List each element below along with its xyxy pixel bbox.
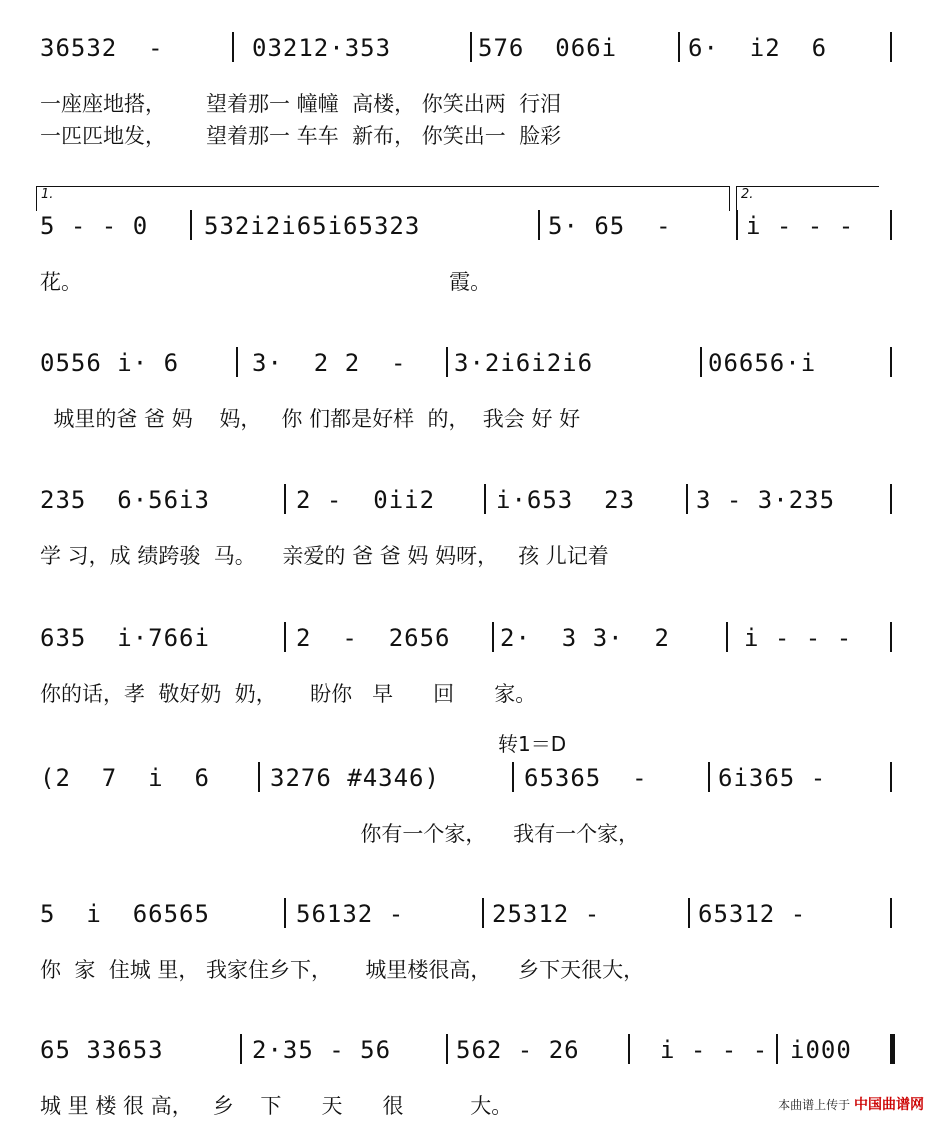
footer-prefix: 本曲谱上传于 [778,1098,851,1112]
barline [236,347,238,377]
notation-line [0,482,934,522]
notation-measure: 65312 - [698,900,807,928]
barline [890,347,892,377]
barline [284,622,286,652]
barline [776,1034,778,1064]
barline [284,898,286,928]
barline [686,484,688,514]
barline [446,1034,448,1064]
notation-measure: 6i365 - [718,764,827,792]
lyric-line: 一匹匹地发， 望着那一 车车 新布， 你笑出一 脸彩 [40,124,562,148]
notation-measure: 3·2i6i2i6 [454,349,594,377]
notation-measure: 56132 - [296,900,405,928]
notation-measure: 6· i2 6 [688,34,828,62]
notation-measure: 2· 3 3· 2 [500,624,670,652]
lyric-line: 你有一个家， 我有一个家， [40,822,640,846]
lyric-line: 你 家 住城 里， 我家住乡下， 城里楼很高， 乡下天很大， [40,958,645,982]
barline [708,762,710,792]
notation-measure: (2 7 i 6 [40,764,210,792]
notation-line [0,1032,934,1072]
notation-line [0,620,934,660]
notation-measure: 2·35 - 56 [252,1036,392,1064]
notation-measure: 2 - 0ii2 [296,486,436,514]
notation-measure: 5· 65 - [548,212,672,240]
lyric-line: 学 习，成 绩跨骏 马。 亲爱的 爸 爸 妈 妈呀， 孩 儿记着 [40,544,609,568]
notation-line [0,208,934,248]
notation-line [0,30,934,70]
lyric-line: 城 里 楼 很 高， 乡 下 天 很 大。 [40,1094,513,1118]
notation-measure: 36532 - [40,34,164,62]
barline [470,32,472,62]
notation-measure: 2 - 2656 [296,624,451,652]
notation-measure: i - - - [746,212,855,240]
footer-site: 中国曲谱网 [854,1097,924,1113]
notation-line [0,896,934,936]
barline [258,762,260,792]
barline [240,1034,242,1064]
final-barline [890,1034,895,1064]
barline [890,762,892,792]
lyric-line: 一座座地搭， 望着那一 幢幢 高楼， 你笑出两 行泪 [40,92,562,116]
volta-bracket [736,186,879,211]
barline [890,484,892,514]
barline [538,210,540,240]
barline [726,622,728,652]
lyric-line: 城里的爸 爸 妈 妈， 你 们都是好样 的， 我会 好 好 [40,407,581,431]
barline [890,622,892,652]
notation-measure: 3 - 3·235 [696,486,836,514]
notation-measure: 562 - 26 [456,1036,580,1064]
lyric-line: 你的话，孝 敬好奶 奶， 盼你 早 回 家。 [40,682,537,706]
notation-measure: 03212·353 [252,34,392,62]
modulation-mark: 转1＝D [498,732,567,756]
notation-measure: 5 i 66565 [40,900,210,928]
volta-label: 2. [741,187,754,202]
notation-line [0,760,934,800]
barline [512,762,514,792]
volta-label: 1. [41,187,54,202]
barline [890,32,892,62]
notation-measure: 06656·i [708,349,817,377]
notation-measure: 235 6·56i3 [40,486,210,514]
barline [446,347,448,377]
barline [492,622,494,652]
notation-measure: 635 i·766i [40,624,210,652]
notation-measure: i·653 23 [496,486,636,514]
notation-measure: 5 - - 0 [40,212,149,240]
notation-measure: 3· 2 2 - [252,349,407,377]
barline [890,898,892,928]
barline [284,484,286,514]
notation-measure: 0556 i· 6 [40,349,180,377]
notation-measure: 3276 #4346) [270,764,440,792]
notation-measure: 65 33653 [40,1036,164,1064]
lyric-line: 花。 霞。 [40,270,492,294]
barline [736,210,738,240]
barline [482,898,484,928]
notation-measure: 576 066i [478,34,618,62]
barline [232,32,234,62]
barline [688,898,690,928]
notation-measure: i000 [790,1036,852,1064]
notation-measure: 25312 - [492,900,601,928]
barline [628,1034,630,1064]
notation-line [0,345,934,385]
notation-measure: 65365 - [524,764,648,792]
notation-measure: i - - - [744,624,853,652]
notation-measure: i - - - [660,1036,769,1064]
source-footer [778,1094,924,1114]
barline [890,210,892,240]
barline [484,484,486,514]
notation-measure: 532i2i65i65323 [204,212,421,240]
barline [700,347,702,377]
barline [678,32,680,62]
barline [190,210,192,240]
volta-bracket [36,186,730,211]
